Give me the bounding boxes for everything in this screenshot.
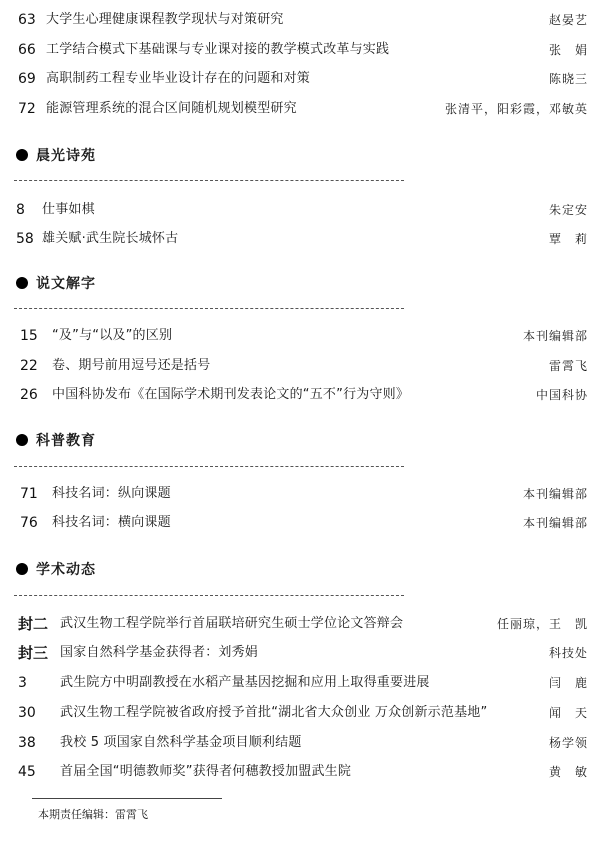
article-title: 武汉生物工程学院被省政府授予首批“湖北省大众创业 万众创新示范基地”	[60, 705, 488, 720]
article-title: 中国科协发布《在国际学术期刊发表论文的“五不”行为守则》	[52, 387, 410, 402]
article-author: 朱定安	[548, 203, 588, 217]
page-number: 69	[18, 71, 36, 87]
footer-rule	[32, 798, 222, 799]
toc-entry	[0, 731, 600, 755]
article-title: 仕事如棋	[42, 202, 95, 217]
article-title: 大学生心理健康课程教学现状与对策研究	[46, 12, 284, 27]
toc-entry	[0, 227, 600, 251]
section-header	[16, 273, 416, 295]
section-divider	[14, 180, 404, 181]
article-title: 高职制药工程专业毕业设计存在的问题和对策	[46, 71, 311, 86]
article-title: 卷、期号前用逗号还是括号	[52, 358, 211, 373]
article-author: 闫 鹿	[548, 676, 588, 690]
page-number: 8	[16, 202, 25, 218]
section-title: 晨光诗苑	[36, 148, 96, 164]
toc-entry	[0, 97, 600, 121]
section-title: 科普教育	[36, 433, 96, 449]
page-number: 72	[18, 101, 36, 117]
page-number: 45	[18, 764, 36, 780]
article-author: 科技处	[548, 646, 588, 660]
toc-entry	[0, 8, 600, 32]
toc-entry	[0, 511, 600, 535]
section-divider	[14, 308, 404, 309]
page-number: 15	[20, 328, 38, 344]
section-header	[16, 145, 416, 167]
article-author: 本刊编辑部	[522, 329, 588, 343]
page-number: 71	[20, 486, 38, 502]
article-author: 覃 莉	[548, 232, 588, 246]
page-number: 3	[18, 675, 27, 691]
toc-entry	[0, 760, 600, 784]
toc-entry	[0, 612, 600, 636]
page-number: 30	[18, 705, 36, 721]
bullet-dot-icon	[16, 563, 28, 575]
page-number: 22	[20, 358, 38, 374]
page-number: 26	[20, 387, 38, 403]
article-title: 国家自然科学基金获得者：刘秀娟	[60, 645, 259, 660]
page-number: 63	[18, 12, 36, 28]
toc-entry	[0, 482, 600, 506]
article-author: 雷霄飞	[548, 359, 588, 373]
article-author: 赵晏艺	[548, 13, 588, 27]
article-title: 工学结合模式下基础课与专业课对接的教学模式改革与实践	[46, 42, 390, 57]
page-number: 76	[20, 515, 38, 531]
article-title: “及”与“以及”的区别	[52, 328, 173, 343]
page-number: 58	[16, 231, 34, 247]
article-title: 科技名词：横向课题	[52, 515, 171, 530]
section-divider	[14, 595, 404, 596]
article-author: 陈晓三	[548, 72, 588, 86]
section-header	[16, 559, 416, 581]
article-author: 本刊编辑部	[522, 487, 588, 501]
article-title: 能源管理系统的混合区间随机规划模型研究	[46, 101, 297, 116]
section-title: 学术动态	[36, 562, 96, 578]
bullet-dot-icon	[16, 149, 28, 161]
toc-entry	[0, 38, 600, 62]
section-header	[16, 430, 416, 452]
article-title: 武生院方中明副教授在水稻产量基因挖掘和应用上取得重要进展	[60, 675, 430, 690]
toc-entry	[0, 383, 600, 407]
article-author: 闻 天	[548, 706, 588, 720]
bullet-dot-icon	[16, 277, 28, 289]
article-title: 雄关赋·武生院长城怀古	[42, 231, 179, 246]
article-title: 武汉生物工程学院举行首届联培研究生硕士学位论文答辩会	[60, 616, 404, 631]
page-number: 38	[18, 735, 36, 751]
page-number: 封二	[18, 615, 49, 633]
toc-entry	[0, 354, 600, 378]
article-title: 我校 5 项国家自然科学基金项目顺利结题	[60, 735, 302, 750]
article-author: 本刊编辑部	[522, 516, 588, 530]
article-author: 张清平，阳彩霞，邓敏英	[444, 102, 588, 116]
section-title: 说文解字	[36, 276, 96, 292]
bullet-dot-icon	[16, 434, 28, 446]
article-author: 任丽琼，王 凯	[496, 617, 588, 631]
article-title: 首届全国“明德教师奖”获得者何穗教授加盟武生院	[60, 764, 352, 779]
toc-entry	[0, 671, 600, 695]
article-author: 杨学领	[548, 736, 588, 750]
article-author: 黄 敏	[548, 765, 588, 779]
page-number: 66	[18, 42, 36, 58]
article-author: 中国科协	[535, 388, 588, 402]
toc-entry	[0, 701, 600, 725]
toc-entry	[0, 198, 600, 222]
page-number: 封三	[18, 644, 49, 662]
toc-entry	[0, 67, 600, 91]
article-author: 张 娟	[548, 43, 588, 57]
responsible-editor: 本期责任编辑：雷霄飞	[38, 808, 148, 821]
section-divider	[14, 466, 404, 467]
toc-entry	[0, 324, 600, 348]
toc-entry	[0, 641, 600, 665]
article-title: 科技名词：纵向课题	[52, 486, 171, 501]
